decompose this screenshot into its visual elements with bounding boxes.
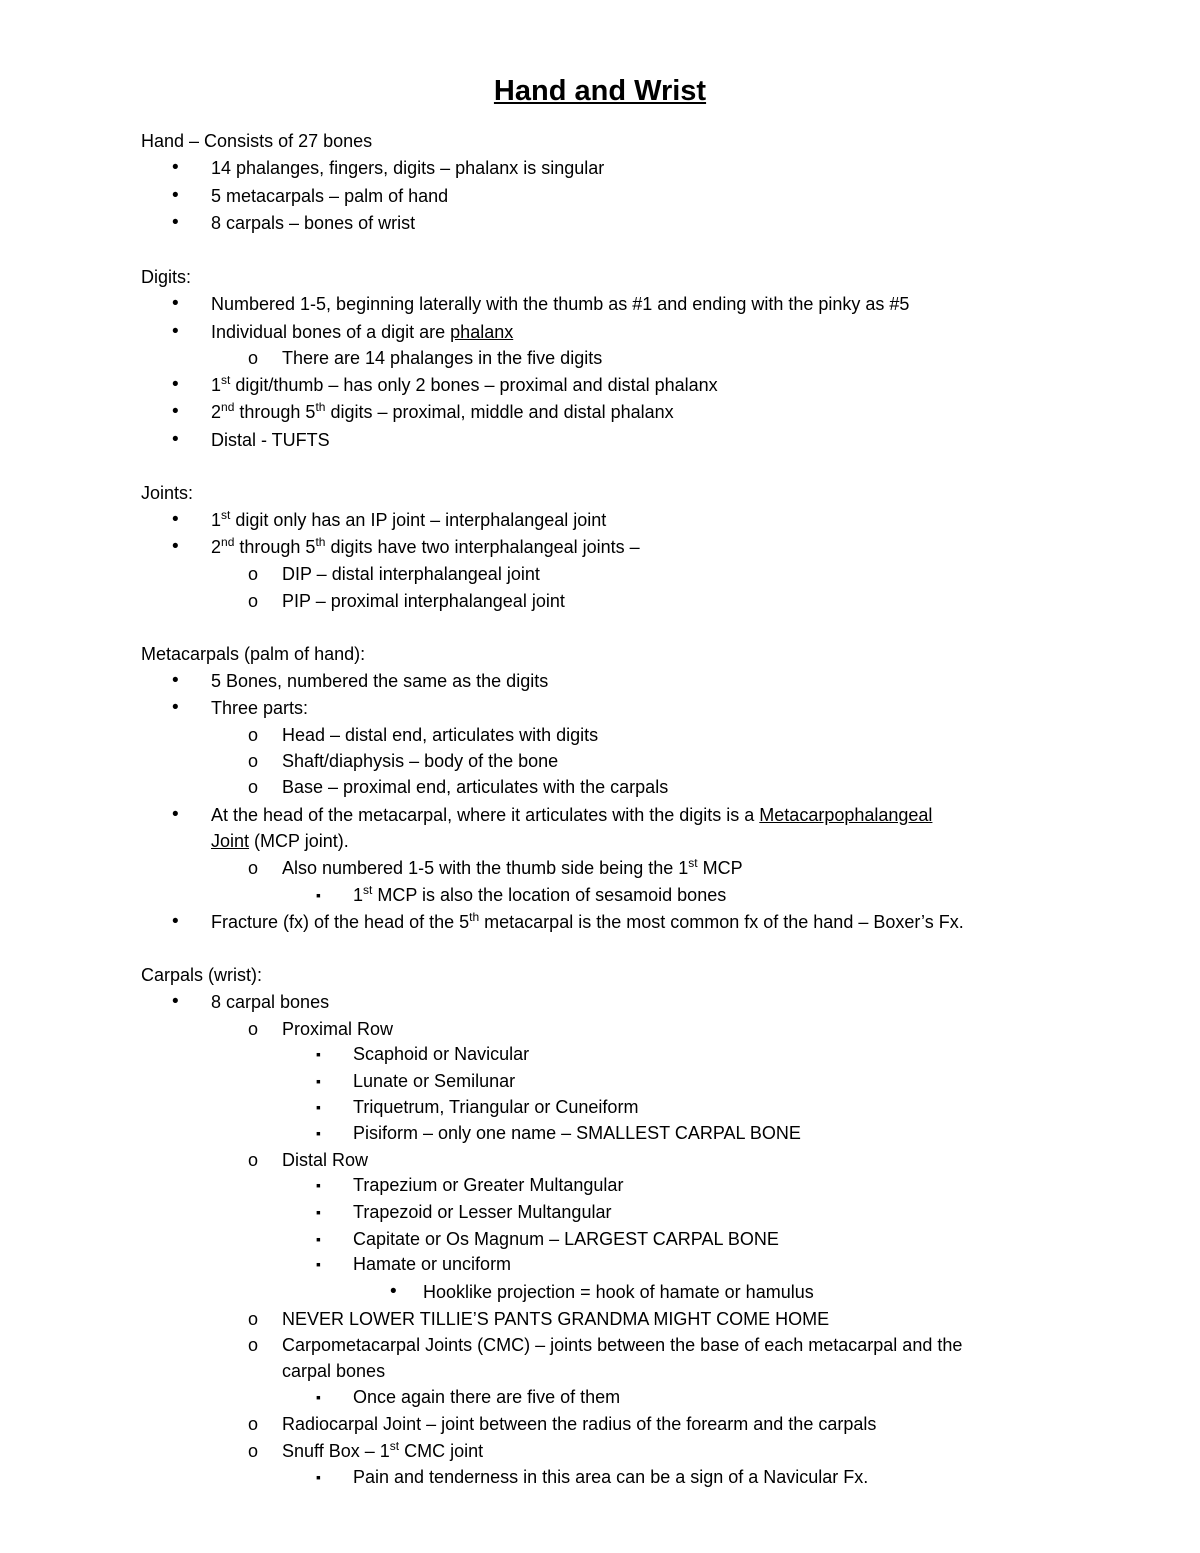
bullet-circle: o: [248, 1019, 259, 1039]
carpal-hook: Hooklike projection = hook of hamate or hamulus: [423, 1282, 814, 1302]
carpal-hamate: Hamate or unciform: [353, 1254, 512, 1274]
bullet-disc: •: [172, 157, 179, 178]
digits-individual-text: Individual bones of a digit are: [211, 322, 451, 342]
bullet-circle: o: [248, 1309, 259, 1329]
bullet-disc: •: [390, 1281, 397, 1302]
metacarpals-five: 5 Bones, numbered the same as the digits: [211, 671, 549, 691]
fracture-text: Fracture (fx) of the head of the 5: [211, 912, 470, 932]
carpals-distal-row: Distal Row: [282, 1150, 369, 1170]
bullet-disc: •: [172, 401, 179, 422]
ordinal-number: 1: [353, 885, 364, 905]
carpals-cmc-line1: Carpometacarpal Joints (CMC) – joints between the base of each metacarpal and the: [282, 1335, 963, 1355]
bullet-square: ▪: [316, 1046, 321, 1062]
hand-item-carpals: 8 carpals – bones of wrist: [211, 213, 416, 233]
bullet-circle: o: [248, 564, 259, 584]
bullet-circle: o: [248, 725, 259, 745]
carpal-triquetrum: Triquetrum, Triangular or Cuneiform: [353, 1097, 639, 1117]
digits-second-mid: through 5: [234, 402, 316, 422]
metacarpals-mcp-line2: [211, 830, 349, 852]
carpal-scaphoid: Scaphoid or Navicular: [353, 1044, 530, 1064]
digits-first: [211, 374, 718, 396]
page-title: Hand and Wrist: [493, 75, 707, 107]
bullet-circle: o: [248, 1150, 259, 1170]
mcp-abbrev: (MCP joint).: [249, 831, 349, 851]
digits-individual: [211, 321, 513, 343]
bullet-disc: •: [172, 185, 179, 206]
joints-second-text: digits have two interphalangeal joints –: [325, 537, 640, 557]
fracture-text-rest: metacarpal is the most common fx of the hand – Boxer’s Fx.: [479, 912, 964, 932]
bullet-disc: •: [172, 697, 179, 718]
digits-heading: Digits:: [141, 267, 192, 287]
bullet-disc: •: [172, 670, 179, 691]
digits-fourteen: There are 14 phalanges in the five digits: [282, 348, 603, 368]
bullet-circle: o: [248, 751, 259, 771]
bullet-disc: •: [172, 374, 179, 395]
bullet-disc: •: [172, 293, 179, 314]
carpals-five-of-them: Once again there are five of them: [353, 1387, 621, 1407]
mcp-term-joint: Joint: [211, 831, 250, 851]
hand-item-phalanges: 14 phalanges, fingers, digits – phalanx is singular: [211, 158, 605, 178]
hand-item-metacarpals: 5 metacarpals – palm of hand: [211, 186, 449, 206]
carpals-heading: Carpals (wrist):: [141, 965, 263, 985]
carpals-proximal-row: Proximal Row: [282, 1019, 394, 1039]
bullet-circle: o: [248, 777, 259, 797]
bullet-square: ▪: [316, 887, 321, 903]
joints-dip: DIP – distal interphalangeal joint: [282, 564, 540, 584]
ordinal-suffix: nd: [221, 535, 235, 549]
bullet-square: ▪: [316, 1073, 321, 1089]
joints-heading: Joints:: [141, 483, 194, 503]
carpal-pisiform: Pisiform – only one name – SMALLEST CARPAL BONE: [353, 1123, 801, 1143]
mcp-term: Metacarpophalangeal: [759, 805, 933, 825]
bullet-disc: •: [172, 509, 179, 530]
ordinal-number: 2: [211, 402, 222, 422]
ordinal-number: 1: [211, 510, 222, 530]
digits-distal: Distal - TUFTS: [211, 430, 330, 450]
bullet-square: ▪: [316, 1389, 321, 1405]
snuff-text-rest: CMC joint: [399, 1441, 484, 1461]
bullet-square: ▪: [316, 1231, 321, 1247]
metacarpals-heading: Metacarpals (palm of hand):: [141, 644, 366, 664]
joints-first: [211, 509, 606, 531]
bullet-disc: •: [172, 991, 179, 1012]
bullet-square: ▪: [316, 1256, 321, 1272]
joints-pip: PIP – proximal interphalangeal joint: [282, 591, 565, 611]
bullet-circle: o: [248, 1414, 259, 1434]
ordinal-suffix: th: [315, 400, 326, 414]
joints-second-mid: through 5: [234, 537, 316, 557]
metacarpals-sesamoid: [353, 884, 726, 906]
bullet-circle: o: [248, 591, 259, 611]
bullet-circle: o: [248, 1441, 259, 1461]
digits-numbered: Numbered 1-5, beginning laterally with the thumb as #1 and ending with the pinky as #5: [211, 294, 910, 314]
metacarpals-numbered: [282, 857, 743, 879]
digits-first-text: digit/thumb – has only 2 bones – proximal and distal phalanx: [230, 375, 718, 395]
carpals-cmc-line2: carpal bones: [282, 1361, 386, 1381]
bullet-square: ▪: [316, 1469, 321, 1485]
carpals-radiocarpal: Radiocarpal Joint – joint between the radius of the forearm and the carpals: [282, 1414, 877, 1434]
bullet-disc: •: [172, 911, 179, 932]
carpal-trapezoid: Trapezoid or Lesser Multangular: [353, 1202, 612, 1222]
carpal-lunate: Lunate or Semilunar: [353, 1071, 516, 1091]
bullet-disc: •: [172, 429, 179, 450]
metacarpals-mcp-line1: [211, 804, 932, 826]
metacarpals-head: Head – distal end, articulates with digits: [282, 725, 599, 745]
joints-second: [211, 536, 640, 558]
numbered-mcp: MCP: [697, 858, 743, 878]
metacarpals-base: Base – proximal end, articulates with the carpals: [282, 777, 669, 797]
carpals-snuff-box: [282, 1440, 483, 1462]
bullet-circle: o: [248, 858, 259, 878]
snuff-text: Snuff Box – 1: [282, 1441, 390, 1461]
ordinal-suffix: th: [315, 535, 326, 549]
bullet-circle: o: [248, 348, 259, 368]
bullet-square: ▪: [316, 1204, 321, 1220]
digits-second: [211, 401, 674, 423]
bullet-circle: o: [248, 1335, 259, 1355]
ordinal-suffix: st: [363, 883, 373, 897]
bullet-disc: •: [172, 536, 179, 557]
carpals-mnemonic: NEVER LOWER TILLIE’S PANTS GRANDMA MIGHT COME HOME: [282, 1309, 830, 1329]
ordinal-number: 2: [211, 537, 222, 557]
ordinal-suffix: st: [221, 508, 231, 522]
mcp-text: At the head of the metacarpal, where it articulates with the digits is a: [211, 805, 760, 825]
carpals-pain: Pain and tenderness in this area can be a sign of a Navicular Fx.: [353, 1467, 869, 1487]
bullet-disc: •: [172, 321, 179, 342]
bullet-disc: •: [172, 212, 179, 233]
ordinal-suffix: st: [389, 1439, 400, 1453]
metacarpals-three: Three parts:: [211, 698, 309, 718]
carpals-eight: 8 carpal bones: [211, 992, 330, 1012]
carpal-capitate: Capitate or Os Magnum – LARGEST CARPAL BONE: [353, 1229, 779, 1249]
ordinal-number: 1: [211, 375, 222, 395]
bullet-square: ▪: [316, 1125, 321, 1141]
ordinal-suffix: st: [688, 856, 698, 870]
numbered-text: Also numbered 1-5 with the thumb side being the 1: [282, 858, 689, 878]
phalanx-term: phalanx: [450, 322, 514, 342]
bullet-disc: •: [172, 804, 179, 825]
joints-first-text: digit only has an IP joint – interphalangeal joint: [230, 510, 607, 530]
ordinal-suffix: nd: [221, 400, 235, 414]
digits-second-text: digits – proximal, middle and distal phalanx: [325, 402, 674, 422]
sesamoid-text: MCP is also the location of sesamoid bones: [372, 885, 727, 905]
carpal-trapezium: Trapezium or Greater Multangular: [353, 1175, 624, 1195]
ordinal-suffix: st: [221, 373, 231, 387]
ordinal-suffix: th: [469, 910, 480, 924]
metacarpals-fracture: [211, 911, 964, 933]
metacarpals-shaft: Shaft/diaphysis – body of the bone: [282, 751, 559, 771]
hand-heading: Hand – Consists of 27 bones: [141, 131, 373, 151]
bullet-square: ▪: [316, 1099, 321, 1115]
bullet-square: ▪: [316, 1177, 321, 1193]
